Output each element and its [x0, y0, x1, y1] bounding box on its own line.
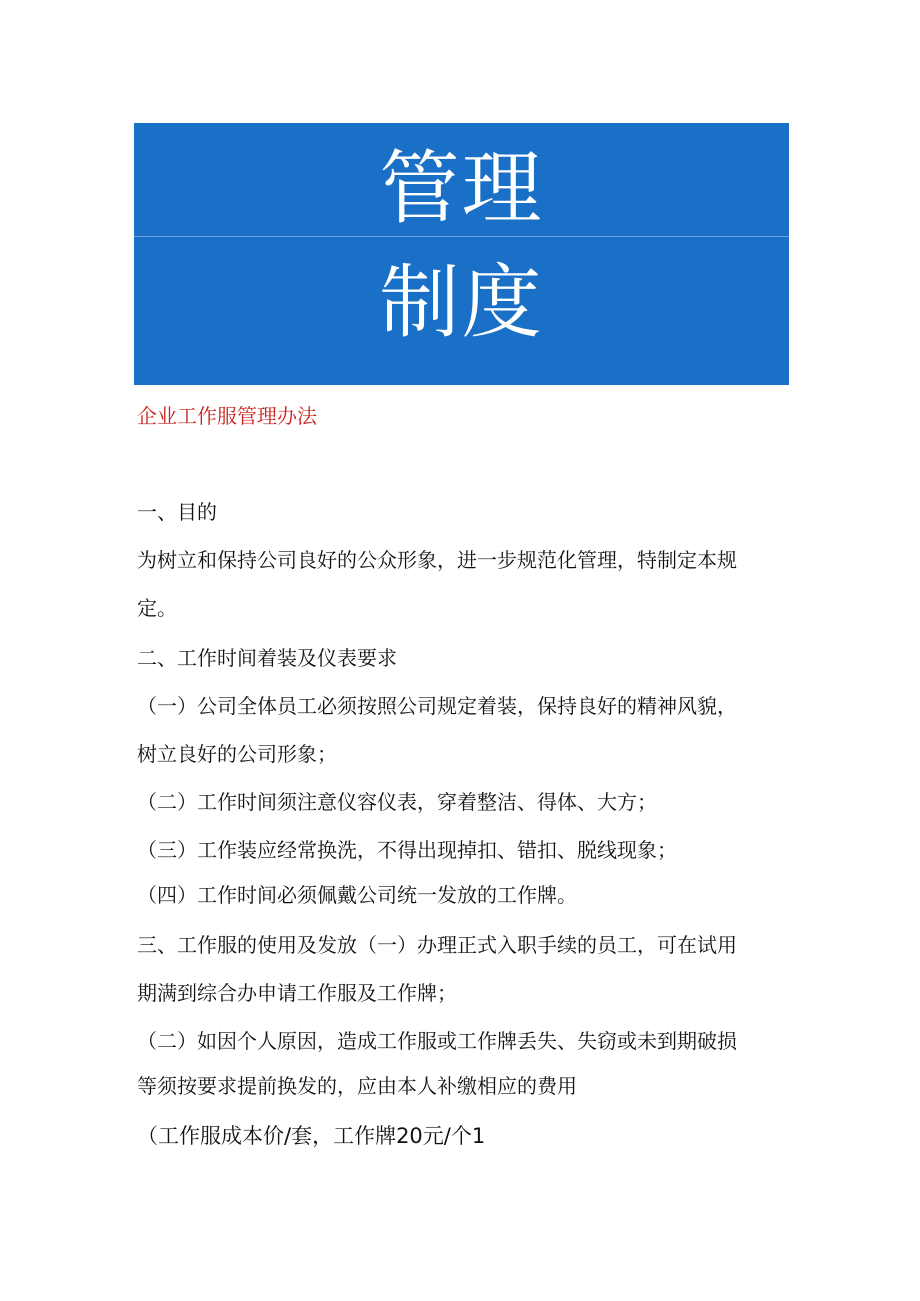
- banner-divider: [134, 236, 789, 237]
- title-banner: [134, 123, 789, 385]
- paragraph-line: 定。: [137, 596, 177, 620]
- document-title: 企业工作服管理办法: [137, 404, 317, 428]
- banner-line-2: 制度: [379, 256, 544, 349]
- paragraph-line: （三）工作装应经常换洗，不得出现掉扣、错扣、脱线现象；: [137, 838, 677, 862]
- paragraph-line: （一）公司全体员工必须按照公司规定着装，保持良好的精神风貌，: [137, 694, 737, 718]
- section-heading-issuance: 三、工作服的使用及发放（一）办理正式入职手续的员工，可在试用: [137, 933, 737, 957]
- section-heading-purpose: 一、目的: [137, 500, 217, 524]
- paragraph-line: 期满到综合办申请工作服及工作牌；: [137, 981, 457, 1005]
- paragraph-line: （四）工作时间必须佩戴公司统一发放的工作牌。: [137, 883, 577, 907]
- paragraph-line: 为树立和保持公司良好的公众形象，进一步规范化管理，特制定本规: [137, 548, 737, 572]
- paragraph-line: （工作服成本价/套，工作牌20元/个1: [137, 1124, 486, 1148]
- paragraph-line: （二）如因个人原因，造成工作服或工作牌丢失、失窃或未到期破损: [137, 1029, 737, 1053]
- banner-line-1: 管理: [379, 142, 544, 235]
- paragraph-line: 等须按要求提前换发的，应由本人补缴相应的费用: [137, 1074, 577, 1098]
- section-heading-dress-code: 二、工作时间着装及仪表要求: [137, 646, 397, 670]
- paragraph-line: （二）工作时间须注意仪容仪表，穿着整洁、得体、大方；: [137, 790, 657, 814]
- paragraph-line: 树立良好的公司形象；: [137, 742, 337, 766]
